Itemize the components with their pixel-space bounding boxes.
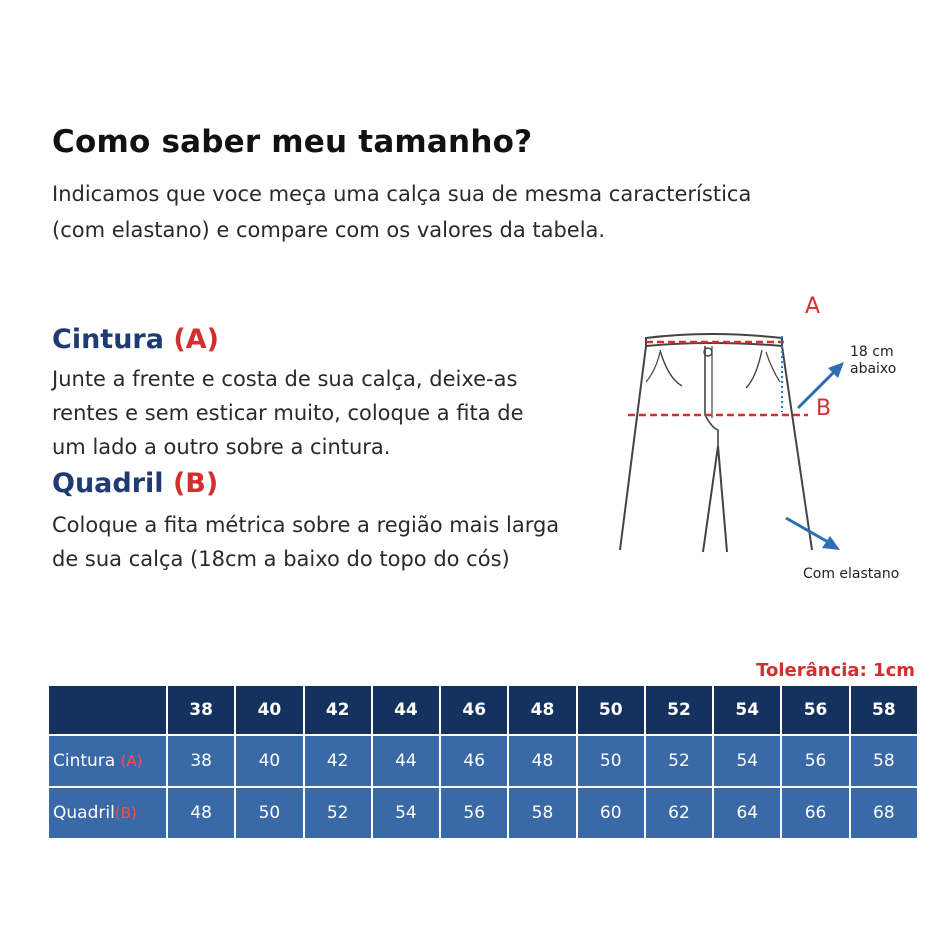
cintura-line: um lado a outro sobre a cintura.: [52, 435, 391, 459]
intro-text: [52, 176, 852, 248]
table-cell: 52: [304, 787, 372, 839]
size-header: 44: [372, 685, 440, 735]
table-cell: 42: [304, 735, 372, 787]
row-label-tag: (A): [120, 752, 143, 770]
cintura-tag: (A): [173, 324, 219, 355]
cintura-instructions: [52, 362, 524, 464]
cintura-title: Cintura: [52, 324, 164, 355]
size-header: 50: [577, 685, 645, 735]
cintura-heading: [52, 324, 219, 355]
table-row-quadril: [48, 787, 918, 839]
table-cell: 60: [577, 787, 645, 839]
quadril-heading: [52, 468, 218, 499]
table-cell: 54: [372, 787, 440, 839]
pants-illustration: [600, 290, 930, 590]
table-cell: 56: [781, 735, 849, 787]
header-corner: [48, 685, 167, 735]
label-a: A: [805, 294, 821, 319]
table-cell: 52: [645, 735, 713, 787]
size-header: 58: [850, 685, 918, 735]
table-cell: 50: [577, 735, 645, 787]
intro-line: Indicamos que voce meça uma calça sua de mesma característica: [52, 182, 752, 206]
table-cell: 66: [781, 787, 849, 839]
table-cell: 38: [167, 735, 235, 787]
tolerance-note: Tolerância: 1cm: [756, 660, 915, 681]
row-label: [48, 787, 167, 839]
table-cell: 44: [372, 735, 440, 787]
quadril-line: Coloque a fita métrica sobre a região mais larga: [52, 513, 560, 537]
size-header: 52: [645, 685, 713, 735]
fabric-note: Com elastano: [803, 566, 900, 582]
quadril-instructions: [52, 508, 559, 576]
row-label-tag: (B): [114, 804, 137, 822]
size-header: 56: [781, 685, 849, 735]
table-row-cintura: [48, 735, 918, 787]
table-cell: 68: [850, 787, 918, 839]
size-table: [47, 684, 919, 840]
cintura-line: Junte a frente e costa de sua calça, deixe-as: [52, 367, 518, 391]
size-header-row: [48, 685, 918, 735]
page-title: Como saber meu tamanho?: [52, 124, 533, 160]
row-label-text: Cintura: [53, 751, 116, 771]
distance-line: abaixo: [850, 361, 897, 377]
size-header: 42: [304, 685, 372, 735]
pants-diagram: [600, 290, 930, 590]
size-header: 48: [508, 685, 576, 735]
size-header: 46: [440, 685, 508, 735]
row-label-text: Quadril: [53, 803, 115, 823]
table-cell: 56: [440, 787, 508, 839]
size-header: 54: [713, 685, 781, 735]
quadril-line: de sua calça (18cm a baixo do topo do cós): [52, 547, 510, 571]
size-header: 40: [235, 685, 303, 735]
intro-line: (com elastano) e compare com os valores da tabela.: [52, 218, 606, 242]
distance-label: [850, 344, 896, 378]
table-cell: 46: [440, 735, 508, 787]
size-header: 38: [167, 685, 235, 735]
distance-line: 18 cm: [850, 344, 894, 360]
table-cell: 54: [713, 735, 781, 787]
table-cell: 62: [645, 787, 713, 839]
table-cell: 58: [508, 787, 576, 839]
quadril-title: Quadril: [52, 468, 164, 499]
quadril-tag: (B): [172, 468, 219, 499]
label-b: B: [816, 396, 832, 421]
table-cell: 50: [235, 787, 303, 839]
table-cell: 48: [167, 787, 235, 839]
cintura-line: rentes e sem esticar muito, coloque a fita de: [52, 401, 524, 425]
row-label: [48, 735, 167, 787]
table-cell: 58: [850, 735, 918, 787]
table-cell: 40: [235, 735, 303, 787]
table-cell: 64: [713, 787, 781, 839]
table-cell: 48: [508, 735, 576, 787]
